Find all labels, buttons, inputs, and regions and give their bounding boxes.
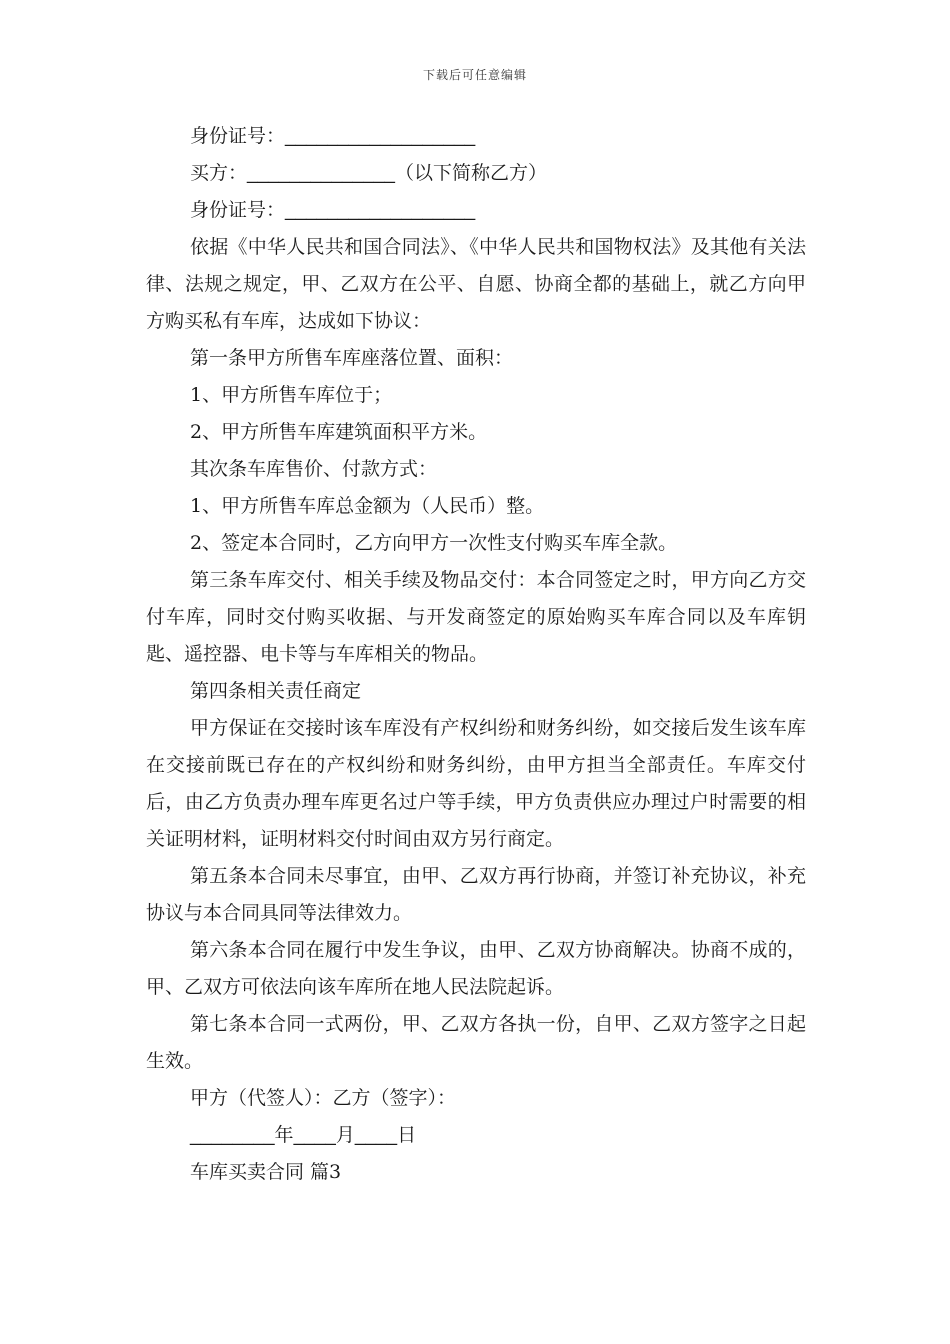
- article-7-paragraph: 第七条本合同一式两份，甲、乙双方各执一份，自甲、乙双方签字之日起生效。: [146, 1013, 806, 1072]
- date-day-label: 日: [397, 1124, 417, 1146]
- buyer-line: [146, 155, 806, 192]
- article-3-paragraph: 第三条车库交付、相关手续及物品交付：本合同签定之时，甲方向乙方交付车库，同时交付购买收据、与开发商签定的原始购买车库合同以及车库钥匙、遥控器、电卡等与车库相关的物品。: [146, 569, 806, 665]
- page-header-note: 下载后可任意编辑: [422, 68, 527, 82]
- article-2-item-2: 2、签定本合同时，乙方向甲方一次性支付购买车库全款。: [190, 532, 678, 554]
- date-year-label: 年: [274, 1124, 294, 1146]
- date-month-label: 月: [335, 1124, 355, 1146]
- buyer-id-blank: __________________: [285, 200, 476, 221]
- article-2-title: 其次条车库售价、付款方式：: [190, 458, 438, 480]
- signature-line: 甲方（代签人）：乙方（签字）：: [190, 1087, 457, 1109]
- buyer-label: 买方：: [190, 162, 248, 184]
- next-section-heading: 车库买卖合同 篇3: [190, 1161, 342, 1183]
- date-year-blank: ________: [190, 1125, 275, 1146]
- article-5-paragraph: 第五条本合同未尽事宜，由甲、乙双方再行协商，并签订补充协议，补充协议与本合同具同等法律效力。: [146, 865, 806, 924]
- article-1-title: 第一条甲方所售车库座落位置、面积：: [190, 347, 514, 369]
- article-4-title: 第四条相关责任商定: [190, 680, 362, 702]
- preamble-paragraph: 依据《中华人民共和国合同法》、《中华人民共和国物权法》及其他有关法律、法规之规定，甲、乙双方在公平、自愿、协商全都的基础上，就乙方向甲方购买私有车库，达成如下协议：: [146, 236, 806, 332]
- date-line: [146, 1117, 806, 1154]
- seller-id-label: 身份证号：: [190, 125, 286, 147]
- article-6-paragraph: 第六条本合同在履行中发生争议，由甲、乙双方协商解决。协商不成的，甲、乙双方可依法向该车库所在地人民法院起诉。: [146, 939, 806, 998]
- article-4-body: 甲方保证在交接时该车库没有产权纠纷和财务纠纷，如交接后发生该车库在交接前既已存在的产权纠纷和财务纠纷，由甲方担当全部责任。车库交付后，由乙方负责办理车库更名过户等手续，甲方负责供应办理过户时需要的相关证明材料，证明材料交付时间由双方另行商定。: [146, 717, 806, 850]
- article-2-item-1: 1、甲方所售车库总金额为（人民币）整。: [190, 495, 545, 517]
- date-day-blank: ____: [354, 1125, 398, 1146]
- buyer-id-line: [146, 192, 806, 229]
- contract-body: [146, 118, 806, 1191]
- buyer-id-label: 身份证号：: [190, 199, 286, 221]
- buyer-blank: ______________: [247, 163, 395, 184]
- seller-id-line: [146, 118, 806, 155]
- buyer-suffix: （以下简称乙方）: [394, 162, 547, 184]
- seller-id-blank: __________________: [285, 126, 476, 147]
- article-1-item-1: 1、甲方所售车库位于；: [190, 384, 393, 406]
- article-1-item-2: 2、甲方所售车库建筑面积平方米。: [190, 421, 488, 443]
- date-month-blank: ____: [293, 1125, 336, 1146]
